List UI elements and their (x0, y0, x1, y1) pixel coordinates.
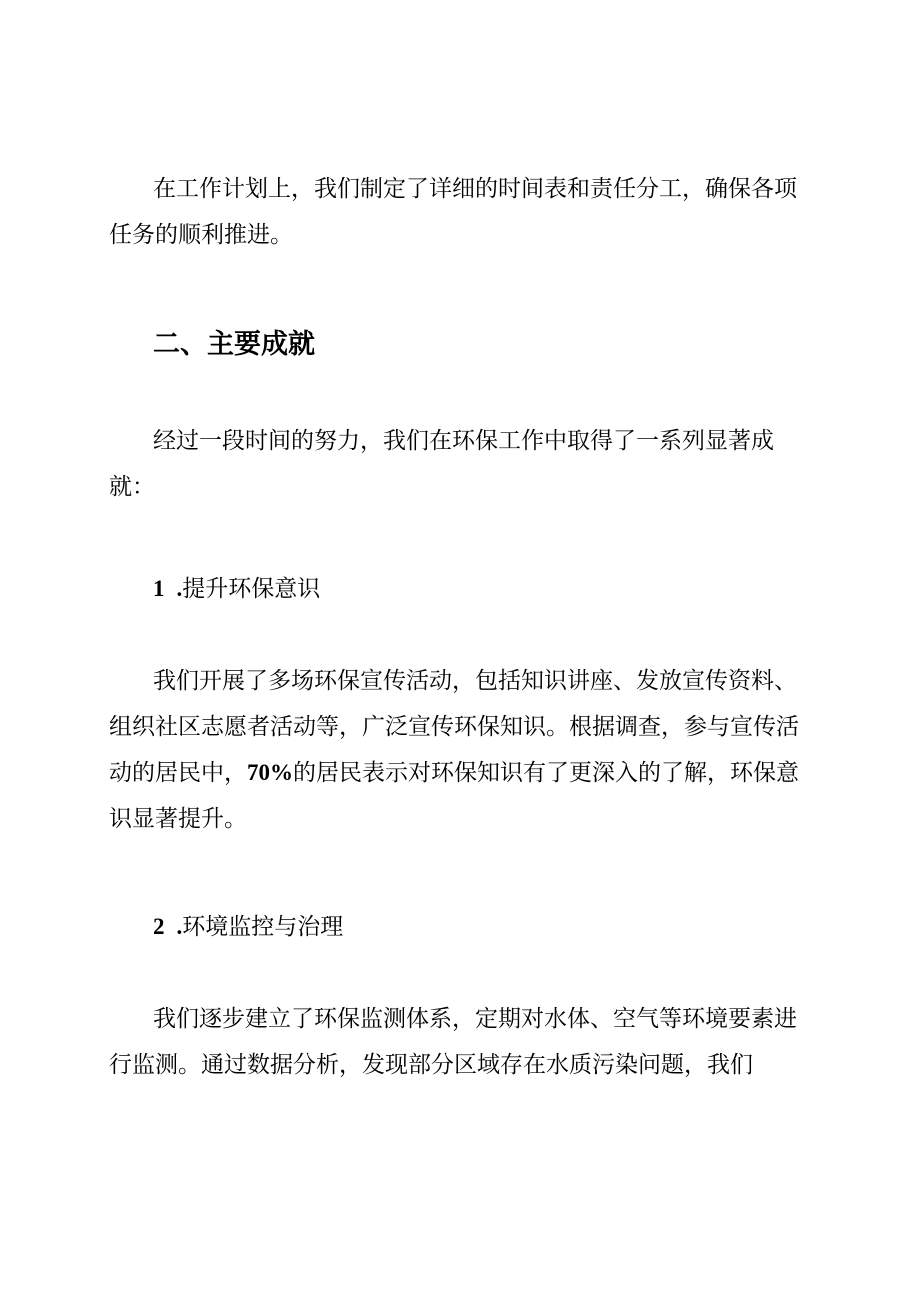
item-title: 环境监控与治理 (182, 914, 344, 940)
item-dot: . (176, 576, 183, 601)
paragraph-line: 经过一段时间的努力，我们在环保工作中取得了一系列显著成 (153, 428, 774, 454)
subheading-item-1 (153, 566, 320, 612)
paragraph-line: 行监测。通过数据分析，发现部分区域存在水质污染问题，我们 (109, 1052, 753, 1078)
paragraph-work-plan (109, 166, 808, 258)
subheading-item-2 (153, 904, 343, 950)
paragraph-line: 我们逐步建立了环保监测体系，定期对水体、空气等环境要素进 (153, 1006, 797, 1032)
item-number: 2 (153, 914, 165, 939)
paragraph-line: 在工作计划上，我们制定了详细的时间表和责任分工，确保各项 (153, 176, 797, 202)
paragraph-line: 就： (109, 474, 155, 500)
paragraph-line: 任务的顺利推进。 (109, 222, 293, 248)
paragraph-line (109, 750, 808, 796)
text-fragment: 动的居民中， (109, 760, 247, 786)
paragraph-awareness (109, 658, 808, 842)
item-dot: . (176, 914, 183, 939)
paragraph-line: 组织社区志愿者活动等，广泛宣传环保知识。根据调查，参与宣传活 (109, 714, 799, 740)
section-heading-achievements: 二、主要成就 (153, 329, 315, 360)
paragraph-monitoring (109, 996, 808, 1088)
paragraph-line: 我们开展了多场环保宣传活动，包括知识讲座、发放宣传资料、 (153, 668, 797, 694)
item-number: 1 (153, 576, 165, 601)
item-title: 提升环保意识 (182, 576, 321, 602)
text-fragment: 的居民表示对环保知识有了更深入的了解，环保意 (293, 760, 799, 786)
paragraph-line: 识显著提升。 (109, 806, 247, 832)
percent-value: 70% (247, 760, 293, 785)
paragraph-achievements-intro (109, 418, 808, 510)
